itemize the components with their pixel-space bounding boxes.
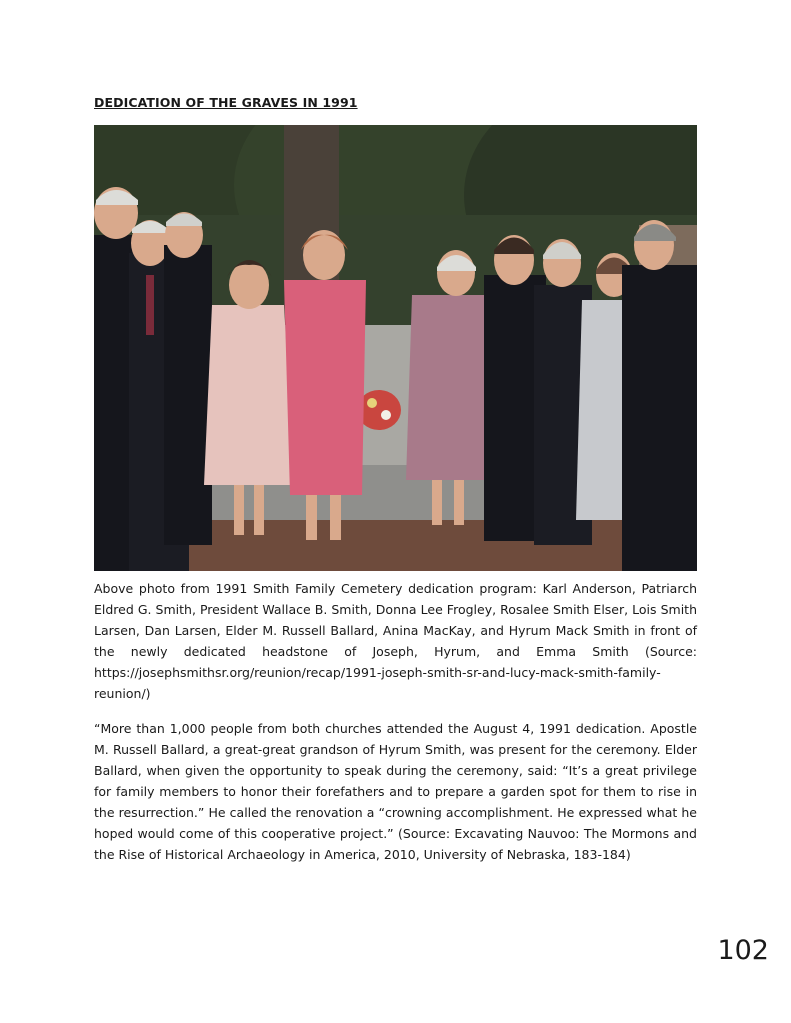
person-hyrum-smith xyxy=(622,220,697,571)
page-number: 102 xyxy=(717,935,769,966)
photo-caption: Above photo from 1991 Smith Family Cemetery dedication program: Karl Anderson, Patriarch Eldred G. Smith, President Wallace B. Smith, Donna Lee Frogley, Rosalee Smith Elser, Lois Smith Larsen, Dan Larsen, Elder M. Russell Ballard, Anina MacKay, and Hyrum Mack Smith in front of the newly dedicated headstone of Joseph, Hyrum, and Emma Smith (Source: https://josephsmithsr.org/reunion/recap/1991-joseph-smith-sr-and-lucy-mack-smith-family-reunion/) xyxy=(94,581,697,701)
quote-paragraph: “More than 1,000 people from both churches attended the August 4, 1991 dedication. Apostle M. Russell Ballard, a great-great grandson of Hyrum Smith, was present for the ceremony. Elder Ballard, when given the opportunity to speak during the ceremony, said: “It’s a great privilege for family members to honor their forefathers and to prepare a garden spot for them to rise in the resurrection.” He called the renovation a “crowning accomplishment. He expressed what he hoped would come of this cooperative project.” (Source: Excavating Nauvoo: The Mormons and the Rise of Historical Archaeology in America, 2010, University of Nebraska, 183-184) xyxy=(94,721,697,862)
person-wallace-smith xyxy=(164,212,212,545)
section-heading: DEDICATION OF THE GRAVES IN 1991 xyxy=(94,95,358,110)
group-photo-illustration xyxy=(94,125,697,571)
group-photo xyxy=(94,125,697,571)
